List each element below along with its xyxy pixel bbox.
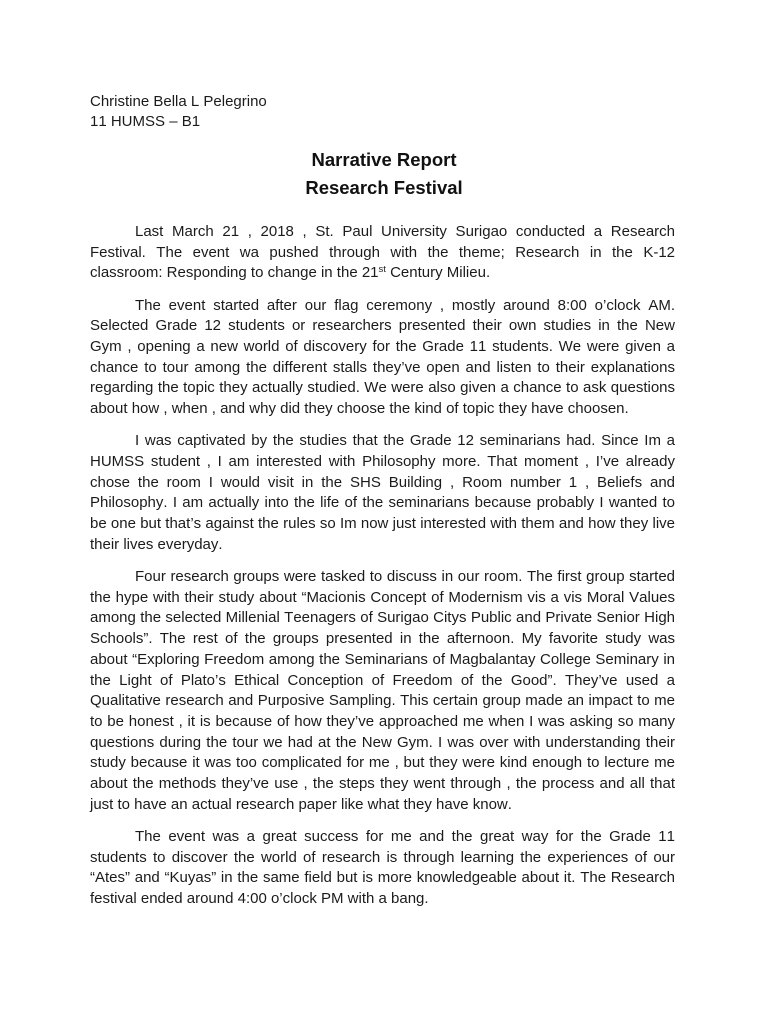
paragraph-3: I was captivated by the studies that the Grade 12 seminarians had. Since Im a HUMSS student , I am interested with Philosophy more. That moment , I’ve already chose the room I would visit in the SHS Building , Room number 1 , Beliefs and Philosophy. I am actually into the life of the seminarians because probably I wanted to be one but that’s against the rules so Im now just interested with them and how they live their lives everyday. bbox=[90, 432, 675, 553]
paragraph-5: The event was a great success for me and the great way for the Grade 11 students to discover the world of research is through learning the experiences of our “Ates” and “Kuyas” in the same field but is more knowledgeable about it. The Research festival ended around 4:00 o’clock PM with a bang. bbox=[90, 827, 675, 908]
paragraph-1-text-after: Century Milieu. bbox=[385, 264, 491, 282]
author-section: 11 HUMSS – B1 bbox=[90, 113, 201, 130]
title-line-2: Research Festival bbox=[305, 177, 463, 198]
paragraph-2: The event started after our flag ceremony , mostly around 8:00 o’clock AM. Selected Grade 12 students or researchers presented their own studies in the New Gym , opening a new world of discovery for the Grade 11 students. We were given a chance to tour among the different stalls they’ve open and listen to their explanations regarding the topic they actually studied. We were also given a chance to ask questions about how , when , and why did they choose the kind of topic they have choosen. bbox=[90, 296, 675, 418]
paragraph-1-text: Last March 21 , 2018 , St. Paul University Surigao conducted a Research Festival. The event wa pushed through with the theme; Research in the K-12 classroom: Responding to change in the 21 bbox=[90, 223, 675, 282]
paragraph-4: Four research groups were tasked to discuss in our room. The first group started the hype with their study about “Macionis Concept of Modernism vis a vis Moral Values among the selected Millenial Teenagers of Surigao Citys Public and Private Senior High Schools”. The rest of the groups presented in the afternoon. My favorite study was about “Exploring Freedom among the Seminarians of Magbalantay College Seminary in the Light of Plato’s Ethical Conception of Freedom of the Good”. They’ve used a Qualitative research and Purposive Sampling. This certain group made an impact to me to be honest , it is because of how they’ve approached me when I was asking so many questions during the tour we had at the New Gym. I was over with understanding their study because it was too complicated for me , but they were kind enough to lecture me about the methods they’ve use , the steps they went through , the process and all that just to have an actual research paper like what they have know. bbox=[90, 568, 675, 813]
paragraph-1-superscript: st bbox=[378, 264, 386, 276]
report-body bbox=[90, 222, 675, 921]
document-title bbox=[0, 146, 768, 202]
paragraph-1 bbox=[90, 222, 675, 284]
author-name: Christine Bella L Pelegrino bbox=[90, 93, 267, 110]
title-line-1: Narrative Report bbox=[311, 149, 457, 170]
author-block bbox=[90, 92, 267, 132]
